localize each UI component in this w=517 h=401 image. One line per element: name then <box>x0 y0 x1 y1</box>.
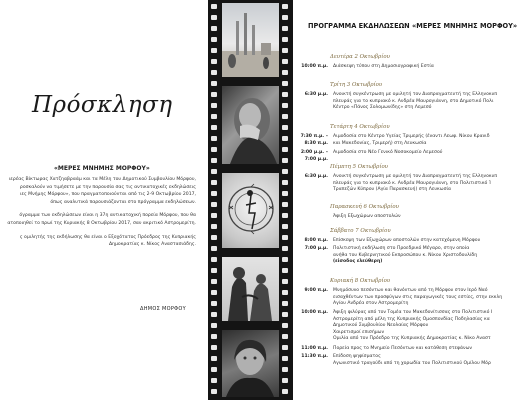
photo-frame-portrait <box>222 330 279 397</box>
event-line: πλευράς για το κυπριακό κ. Ανδρέα Μαυρογιάννη, στο Δημοτικό Πολι <box>333 98 494 104</box>
film-perforation <box>282 70 288 75</box>
event-text <box>333 310 495 343</box>
event-line: Πολιτιστική εκδήλωση στο Προεδρικό Μέγαρο, στην οποία <box>333 246 470 251</box>
film-perforation <box>211 356 217 361</box>
event-time: 2:00 μ.μ. – 7:00 μ.μ. <box>300 150 328 162</box>
film-perforation <box>211 92 217 97</box>
event-text <box>333 346 495 353</box>
film-perforation <box>282 26 288 31</box>
film-perforation <box>282 312 288 317</box>
film-perforation <box>282 158 288 163</box>
film-perforation <box>211 136 217 141</box>
event-time: 8:00 π.μ. <box>304 238 328 243</box>
film-perforation <box>282 59 288 64</box>
event-line: Διάσκεψη τύπου στη Δημοσιογραφική Εστία <box>333 64 434 69</box>
film-perforations-left <box>211 0 219 400</box>
film-perforation <box>282 136 288 141</box>
photo-frame-figures <box>222 257 279 321</box>
film-perforation <box>211 103 217 108</box>
film-perforation <box>282 356 288 361</box>
event-time: 9:00 π.μ. <box>304 288 328 293</box>
film-perforation <box>282 169 288 174</box>
event-time: 10:00 π.μ. <box>301 310 328 315</box>
film-perforation <box>211 213 217 218</box>
film-perforation <box>211 268 217 273</box>
invitation-line: όγραμμα των εκδηλώσεων είναι η 37η αντικατοχική πορεία Μόρφου, που θα <box>19 213 196 219</box>
film-perforation <box>211 125 217 130</box>
film-perforation <box>211 345 217 350</box>
invitation-line: ιες Μνήμης Μόρφου», που πραγματοποιούνται από τις 2-9 Οκτωβρίου 2017, <box>19 192 196 198</box>
event-text <box>333 246 495 266</box>
film-perforation <box>211 191 217 196</box>
film-perforation <box>282 213 288 218</box>
event-text <box>333 214 495 221</box>
invitation-signature: ΔΗΜΟΣ ΜΟΡΦΟΥ <box>140 306 186 312</box>
film-perforation <box>211 147 217 152</box>
photo-frame-mourner <box>222 86 279 164</box>
film-perforation <box>211 257 217 262</box>
film-perforations-right <box>282 0 290 400</box>
invitation-paragraph <box>0 234 196 249</box>
event-time: 11:00 π.μ. <box>301 346 328 351</box>
day-heading: Παρασκευή 6 Οκτωβρίου <box>330 204 399 210</box>
event-line: Δημοτικού Συμβουλίου Νεολαίας Μόρφου <box>333 323 429 329</box>
invitation-line: ς ομιλητής της εκδήλωσης θα είναι ο Εξοχότατος Πρόεδρος της Κυπριακής <box>19 234 196 240</box>
film-perforation <box>211 279 217 284</box>
film-perforation <box>211 169 217 174</box>
film-perforation <box>282 15 288 20</box>
film-perforation <box>211 70 217 75</box>
event-line: Άφιξη φιλύρας από τον Τομέα του Μακεδονίτισσας στο Πολιτιστικό Ι <box>333 310 493 315</box>
film-perforation <box>282 345 288 350</box>
event-time: 10:00 π.μ. <box>301 64 328 69</box>
film-perforation <box>282 103 288 108</box>
event-line: πλευράς για το κυπριακό κ. Ανδρέα Μαυρογιάννη, στο Πολιτιστικό Ί <box>333 180 491 186</box>
event-text <box>333 134 495 147</box>
invitation-title: Πρόσκληση <box>32 92 173 118</box>
film-perforation <box>211 26 217 31</box>
film-perforation <box>282 37 288 42</box>
mourner-photo <box>222 86 279 164</box>
film-perforation <box>282 268 288 273</box>
event-time: 7:00 μ.μ. <box>304 246 328 251</box>
film-perforation <box>211 290 217 295</box>
film-perforation <box>211 59 217 64</box>
event-line: Ανοικτή συγκέντρωση με ομιλητή τον Διαπραγματευτή της Ελληνοκυπ <box>333 174 498 179</box>
film-perforation <box>211 180 217 185</box>
day-heading: Κυριακή 8 Οκτωβρίου <box>330 278 391 284</box>
film-perforation <box>282 202 288 207</box>
event-line: Ομιλία από τον Πρόεδρο της Κυπριακής Δημοκρατίας κ. Νίκο Αναστ <box>333 336 491 342</box>
film-perforation <box>282 389 288 394</box>
event-time: 7:30 π.μ. – 8:30 π.μ. <box>300 134 328 146</box>
film-perforation <box>211 367 217 372</box>
invitation-line: ατοποιηθεί το πρωί της Κυριακής 8 Οκτωβρίου 2017, σαν ακριτικό Αστρομερίτη. <box>7 220 196 226</box>
invitation-line: ιερέας Βίκτωρας Χατζηαβραάμ και τα Μέλη του Δημοτικού Συμβουλίου Μόρφου, <box>8 177 196 182</box>
film-perforation <box>211 114 217 119</box>
day-heading: Δευτέρα 2 Οκτωβρίου <box>330 54 390 60</box>
film-perforation <box>282 48 288 53</box>
day-heading: Τετάρτη 4 Οκτωβρίου <box>330 124 390 130</box>
event-text <box>333 64 495 71</box>
event-time: 6:30 μ.μ. <box>304 92 328 97</box>
event-text <box>333 92 498 112</box>
film-perforation <box>211 81 217 86</box>
event-line: Τραπεζών Κύπρου (Αγία Παρασκευή) στη Λευκωσία <box>333 187 452 193</box>
film-perforation <box>282 180 288 185</box>
event-line: Κέντρο «Πάνος Σολομωνίδης» στη Λεμεσό <box>333 105 432 111</box>
event-line: Επίδοση ψηφίσματος <box>333 354 381 359</box>
event-text <box>333 354 495 367</box>
monument-photo <box>222 3 279 77</box>
film-perforation <box>211 202 217 207</box>
film-perforation <box>282 290 288 295</box>
film-strip <box>208 0 293 400</box>
event-text <box>333 174 498 194</box>
figures-drawing <box>222 257 279 321</box>
film-perforation <box>211 48 217 53</box>
film-perforation <box>211 224 217 229</box>
programme-title <box>308 22 517 30</box>
invitation-paragraph <box>0 176 196 206</box>
film-perforation <box>211 389 217 394</box>
film-perforation <box>211 158 217 163</box>
event-text <box>333 238 495 245</box>
film-perforation <box>211 323 217 328</box>
event-line: εισαχθέντων των προσφύγων στις παραγωγικές τους εστίες, στην εκκλη <box>333 294 503 300</box>
film-perforation <box>211 246 217 251</box>
day-heading: Σάββατο 7 Οκτωβρίου <box>330 228 391 234</box>
film-perforation <box>211 235 217 240</box>
film-perforation <box>211 15 217 20</box>
photo-frame-barbed-wire <box>222 173 279 248</box>
event-text <box>333 150 495 157</box>
portrait-photo <box>222 330 279 397</box>
event-line: Ανοικτή συγκέντρωση με ομιλητή τον Διαπραγματευτή της Ελληνοκυπ <box>333 92 498 97</box>
film-perforation <box>282 301 288 306</box>
invitation-paragraph <box>0 212 196 227</box>
film-perforation <box>211 37 217 42</box>
event-line: Χαιρετισμοί επισήμων <box>333 329 385 335</box>
film-perforation <box>211 301 217 306</box>
event-line: Αγωνιστικό τραγούδι από τη χορωδία του Πολιτιστικού Ομίλου Μόρ <box>333 360 491 366</box>
invitation-line: ροσκαλούν να τιμήσετε με την παρουσία σας τις αντικατοχικές εκδηλώσεις <box>19 184 196 190</box>
film-perforation <box>282 191 288 196</box>
event-line: Άφιξη Εξωχώρων αποστολών <box>333 214 401 219</box>
event-time: 6:30 μ.μ. <box>304 174 328 179</box>
photo-frame-monument <box>222 3 279 77</box>
film-perforation <box>282 246 288 251</box>
film-perforation <box>282 81 288 86</box>
film-perforation <box>211 4 217 9</box>
invitation-subtitle: «ΜΕΡΕΣ ΜΝΗΜΗΣ ΜΟΡΦΟΥ» <box>54 165 150 172</box>
barbed-wire-drawing <box>222 173 279 248</box>
film-perforation <box>282 125 288 130</box>
film-perforation <box>282 334 288 339</box>
film-perforation <box>282 114 288 119</box>
day-heading: Τρίτη 3 Οκτωβρίου <box>330 82 383 88</box>
event-line: Πορεία προς το Μνημείο Πεσόντων και κατάθεση στεφάνων <box>333 346 472 351</box>
film-perforation <box>282 279 288 284</box>
film-perforation <box>282 378 288 383</box>
event-line: (είσοδος ελεύθερη) <box>333 259 383 265</box>
film-perforation <box>282 4 288 9</box>
day-heading: Πέμπτη 5 Οκτωβρίου <box>330 164 388 170</box>
film-perforation <box>282 257 288 262</box>
event-line: Αιμοδοσία στο Νέο Γενικό Νοσοκομείο Λεμεσού <box>333 150 443 155</box>
film-perforation <box>211 312 217 317</box>
film-perforation <box>282 147 288 152</box>
film-perforation <box>282 235 288 240</box>
invitation-line: Δημοκρατίας κ. Νίκος Αναστασιάδης. <box>108 242 196 248</box>
invitation-line: όπως αναλυτικά παρουσιάζονται στο πρόγραμμα εκδηλώσεων. <box>50 199 196 205</box>
film-perforation <box>282 92 288 97</box>
event-line: Αγίου Ανδρέα στον Αστρομερίτη <box>333 301 409 307</box>
event-line: Μνημόσυνο πεσόντων και θανόντων από τη Μόρφου στον Ιερό Ναό <box>333 288 488 293</box>
programme-title-quote: «ΜΕΡΕΣ ΜΝΗΜΗΣ ΜΟΡΦΟΥ» <box>412 22 517 30</box>
film-perforation <box>282 367 288 372</box>
event-line: και Μακεδονίας, Τριμερή) στη Λευκωσία <box>333 140 427 146</box>
event-time: 11:30 π.μ. <box>301 354 328 359</box>
event-line: Αιμοδοσία στο Κέντρο Υγείας Τριμερής (έναντι Λεωφ. Νίκου Κρανιδ <box>333 134 490 139</box>
event-line: Επίσκεψη των Εξωχώρων αποστολών στην κατεχόμενη Μόρφου <box>333 238 481 243</box>
film-perforation <box>282 224 288 229</box>
film-perforation <box>211 378 217 383</box>
event-line: ανήθα του Κυβερνητικού Εκπροσώπου κ. Νίκου Χριστοδουλίδη <box>333 252 478 258</box>
event-line: Αστρομερίτη από μέλη της Κυπριακής Ομοσπονδίας Ποδηλασίας κα <box>333 316 490 322</box>
event-text <box>333 288 503 308</box>
film-perforation <box>211 334 217 339</box>
programme-title-label: ΠΡΟΓΡΑΜΜΑ ΕΚΔΗΛΩΣΕΩΝ <box>308 22 410 30</box>
invitation-body <box>0 176 196 255</box>
film-perforation <box>282 323 288 328</box>
